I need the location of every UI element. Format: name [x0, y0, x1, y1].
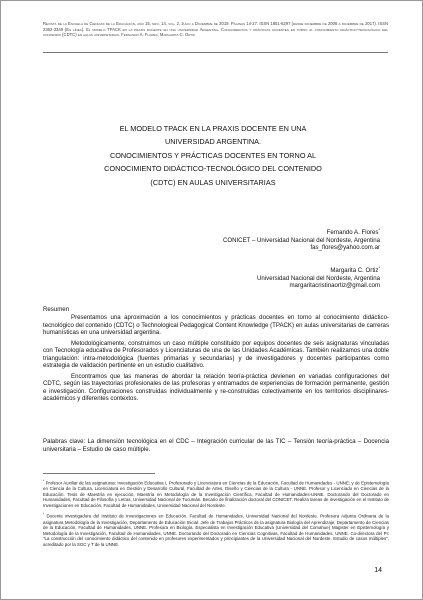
footnote-2 — [43, 512, 389, 547]
abstract-heading: Resumen — [43, 306, 70, 313]
author-block-1 — [223, 226, 380, 252]
abstract-paragraph: Metodológicamente, construimos un caso múltiple constituido por equipos docentes de seis asignaturas vinculadas con Tecnología educativa de Profesorados y Licenciaturas de una de las Unidades Académicas. También realizamos una doble triangulación: intra-metodológica (fuentes primarias y secundarias) y de investigadores y docentes participantes como estrategia de validación pertinente en un estudio cualitativo. — [43, 339, 389, 369]
author-footnote-mark: * — [378, 227, 380, 232]
author-footnote-mark: * — [378, 265, 380, 270]
author-email[interactable]: fas_flores@yahoo.com.ar — [310, 244, 380, 252]
footnotes — [43, 479, 389, 547]
keywords: Palabras clave: La dimensión tecnológica en el CDC – Integración curricular de las TIC – Tensión teoría-práctica – Docencia universitaria – Estudio de caso múltiple. — [43, 438, 389, 453]
abstract-paragraph: Presentamos una aproximación a los conocimientos y prácticas docentes en torno al conocimiento didáctico-tecnológico del contenido (CDTC) o Technological Pedagogical Content Knowledge (TPACK) en aulas universitarias de carreras humanísticas en una universidad argentina. — [43, 314, 389, 336]
title-line-5: (CDTC) EN AULAS UNIVERSITARIAS — [150, 177, 276, 187]
footnote-rule — [43, 473, 155, 474]
footnote-text: Profesor Auxiliar de las asignaturas: Investigación Educativa I, Profesorado y Licenciatura en Ciencias de la Educación, Facultad de Humanidades - UNNE; y de Epistemología en Ciencia de la Cultura, Licenciatura en Gestión y Desarrollo Cultural, Facultad de Artes, Diseño y Ciencias de la Cultura - UNNE. Profesor y Licenciado en Ciencias de la Educación. Tesis de Maestría en ejecución, Maestría en Metodología de la Investigación Científica, Facultad de Humanidades-UNNE. Doctorando del Doctorado en Humanidades, Facultad de Filosofía y Letras, Universidad Nacional de Tucumán. Becario de finalización doctoral del CONICET. Realiza tareas de investigación en el Instituto de Investigaciones en Educación, Facultad de Humanidades, Universidad Nacional del Nordeste. — [43, 480, 389, 508]
author-name: Margarita C. Ortiz — [330, 267, 379, 275]
author-affiliation: CONICET – Universidad Nacional del Nordeste, Argentina — [222, 236, 380, 244]
author-affiliation: Universidad Nacional del Nordeste, Argentina — [257, 274, 380, 282]
footnote-1 — [43, 479, 389, 508]
paper-title — [53, 122, 373, 189]
abstract-body — [43, 314, 389, 403]
footnote-mark: * — [43, 479, 45, 483]
title-line-3: CONOCIMIENTOS Y PRÁCTICAS DOCENTES EN TORNO AL — [109, 150, 317, 160]
author-block-2 — [257, 264, 380, 290]
title-line-4: CONOCIMIENTO DIDÁCTICO-TECNOLÓGICO DEL CONTENIDO — [104, 164, 322, 174]
page-number: 14 — [374, 567, 382, 574]
title-line-1: EL MODELO TPACK EN LA PRAXIS DOCENTE EN UNA — [119, 124, 307, 133]
title-line-2: UNIVERSIDAD ARGENTINA. — [164, 137, 262, 147]
abstract-paragraph: Encontramos que las maneras de abordar la relación teoría-práctica devienen en variadas configuraciones del CDTC, según las trayectorias profesionales de las profesoras y entramados de experiencias de formación permanente, gestión e investigación. Configuraciones construidas individualmente y re-construidas colectivamente en los territorios disciplinares-académicos y diferentes contextos. — [43, 372, 389, 402]
running-header: Revista de la Escuela de Ciencias de la Educación, año 15, nro. 14, vol. 2, Julio a Diciembre de 2019. Páginas 14-27. ISSN 1851-6297 (desde diciembre de 2006 a diciembre de 2017). ISSN 2362-3349 (En línea). El modelo TPACK en la praxis docente en una universidad Argentina. Conocimientos y prácticas docentes en torno al conocimiento didáctico-tecnológico del contenido (CDTC) en aulas universitarias. Fernando A. Flores; Margarita C. Ortiz — [43, 21, 388, 38]
author-email[interactable]: margaritacristinaortiz@gmail.com — [289, 282, 380, 290]
footnote-text: Docente investigadora del Instituto de Investigaciones en Educación. Facultad de Humanidades. Universidad Nacional del Nordeste. Profesora Adjunta Ordinaria de la asignatura Metodología de la Investigación, Departamento de Educación Inicial. Jefe de Trabajos Prácticos de la asignatura Biología del Aprendizaje, Departamento de Ciencias de la Educación, Facultad de Humanidades, UNNE. Profesora en Biología. Especialista en Investigación Educativa (Universidad del Comahue) Magister en Epistemología y Metodología de la Investigación, Facultad de Humanidades, UNNE. Doctorando del Doctorado en Ciencias Cognitivas, Facultad de Humanidades, UNNE. Co-directora del PI: "La construcción del conocimiento didáctico del contenido en profesores experimentados y principiantes de la Universidad Nacional del Nordeste. Estudio de casos múltiples", acreditado por la SGC y T de la UNNE. — [43, 513, 389, 547]
author-name: Fernando A. Flores — [326, 229, 379, 237]
footnote-mark: * — [43, 512, 45, 517]
header-rule — [43, 52, 388, 53]
